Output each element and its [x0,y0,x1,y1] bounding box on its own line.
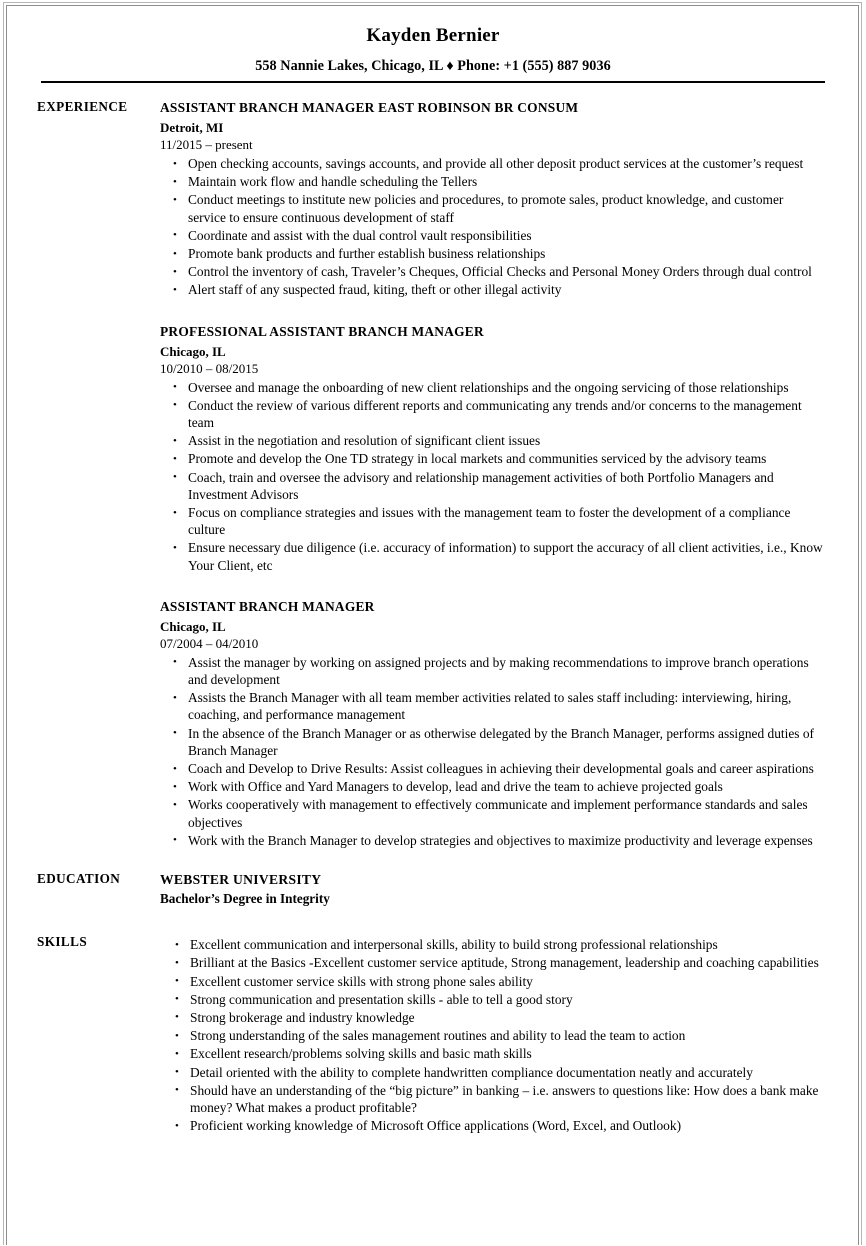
job-dates: 10/2010 – 08/2015 [160,360,259,376]
list-item: • Promote bank products and further establish business relationships [160,245,824,262]
list-item: • Brilliant at the Basics -Excellent customer service aptitude, Strong management, leadership and coaching capabilities [160,954,822,971]
list-item: • Strong communication and presentation skills - able to tell a good story [160,991,822,1008]
list-item: • Work with Office and Yard Managers to develop, lead and drive the team to achieve projected goals [160,778,824,795]
skills-section [0,908,866,1134]
job-entry [160,574,824,849]
list-item: • Coach and Develop to Drive Results: Assist colleagues in achieving their developmental goals and career aspirations [160,760,824,777]
list-item: • Work with the Branch Manager to develop strategies and objectives to maximize productivity and leverage expenses [160,832,824,849]
job-bullet-list [160,654,824,849]
list-item: • Detail oriented with the ability to complete handwritten compliance documentation neatly and accurately [160,1064,822,1081]
list-item: • Assist in the negotiation and resolution of significant client issues [160,432,824,449]
job-location: Chicago, IL [160,343,226,359]
job-dates: 07/2004 – 04/2010 [160,635,259,651]
experience-entries [160,99,866,849]
list-item: • Open checking accounts, savings accounts, and provide all other deposit product services at the customer’s request [160,155,824,172]
job-location: Detroit, MI [160,120,224,135]
list-item: • Assist the manager by working on assigned projects and by making recommendations to improve branch operations and development [160,654,824,688]
education-school: WEBSTER UNIVERSITY [160,872,322,888]
candidate-name: Kayden Bernier [366,25,500,46]
section-label-education: EDUCATION [37,871,121,887]
job-bullet-list [160,379,824,574]
job-title: ASSISTANT BRANCH MANAGER EAST ROBINSON BR CONSUM [160,100,579,115]
list-item: • Ensure necessary due diligence (i.e. accuracy of information) to support the accuracy of all client activities, i.e., Know Your Client, etc [160,539,824,573]
section-label-experience: EXPERIENCE [37,99,128,114]
list-item: • Coach, train and oversee the advisory and relationship management activities of both Portfolio Managers and Investment Advisors [160,469,824,503]
list-item: • Excellent communication and interpersonal skills, ability to build strong professional relationships [160,936,822,953]
list-item: • Promote and develop the One TD strategy in local markets and communities serviced by the advisory teams [160,450,824,467]
section-label-skills: SKILLS [37,934,88,950]
list-item: • Excellent customer service skills with strong phone sales ability [160,973,822,990]
list-item: • Strong understanding of the sales management routines and ability to lead the team to action [160,1027,822,1044]
job-title: ASSISTANT BRANCH MANAGER [160,598,375,614]
experience-section [0,83,866,849]
skills-bullet-list [160,936,822,1134]
list-item: • Maintain work flow and handle scheduling the Tellers [160,173,824,190]
list-item: • Oversee and manage the onboarding of new client relationships and the ongoing servicing of those relationships [160,379,824,396]
list-item: • Works cooperatively with management to effectively communicate and implement performance standards and sales objectives [160,796,824,830]
list-item: • Conduct meetings to institute new policies and procedures, to promote sales, product knowledge, and customer service to ensure continuous development of staff [160,191,824,225]
list-item: • Coordinate and assist with the dual control vault responsibilities [160,227,824,244]
list-item: • Assists the Branch Manager with all team member activities related to sales staff including: interviewing, hiring, coaching, and performance management [160,689,824,723]
education-entries [160,871,866,908]
list-item: • Strong brokerage and industry knowledge [160,1009,822,1026]
contact-line: 558 Nannie Lakes, Chicago, IL ♦ Phone: +1 (555) 887 9036 [255,58,611,74]
education-degree: Bachelor’s Degree in Integrity [160,891,330,907]
job-title: PROFESSIONAL ASSISTANT BRANCH MANAGER [160,323,484,339]
list-item: • In the absence of the Branch Manager or as otherwise delegated by the Branch Manager, performs assigned duties of Branch Manager [160,725,824,759]
list-item: • Conduct the review of various different reports and communicating any trends and/or concerns to the management team [160,397,824,431]
job-entry [160,299,824,574]
list-item: • Alert staff of any suspected fraud, kiting, theft or other illegal activity [160,281,824,298]
list-item: • Focus on compliance strategies and issues with the management team to foster the development of a compliance culture [160,504,824,538]
list-item: • Should have an understanding of the “big picture” in banking – i.e. answers to questions like: How does a bank make money? What makes a product profitable? [160,1082,822,1116]
job-dates: 11/2015 – present [160,137,253,152]
job-entry [160,99,824,299]
job-bullet-list [160,155,824,299]
list-item: • Proficient working knowledge of Microsoft Office applications (Word, Excel, and Outlook) [160,1117,822,1134]
list-item: • Control the inventory of cash, Traveler’s Cheques, Official Checks and Personal Money Orders through dual control [160,263,824,280]
resume-header [0,0,866,83]
job-location: Chicago, IL [160,618,226,634]
list-item: • Excellent research/problems solving skills and basic math skills [160,1045,822,1062]
skills-entries [160,934,866,1134]
education-section [0,849,866,908]
